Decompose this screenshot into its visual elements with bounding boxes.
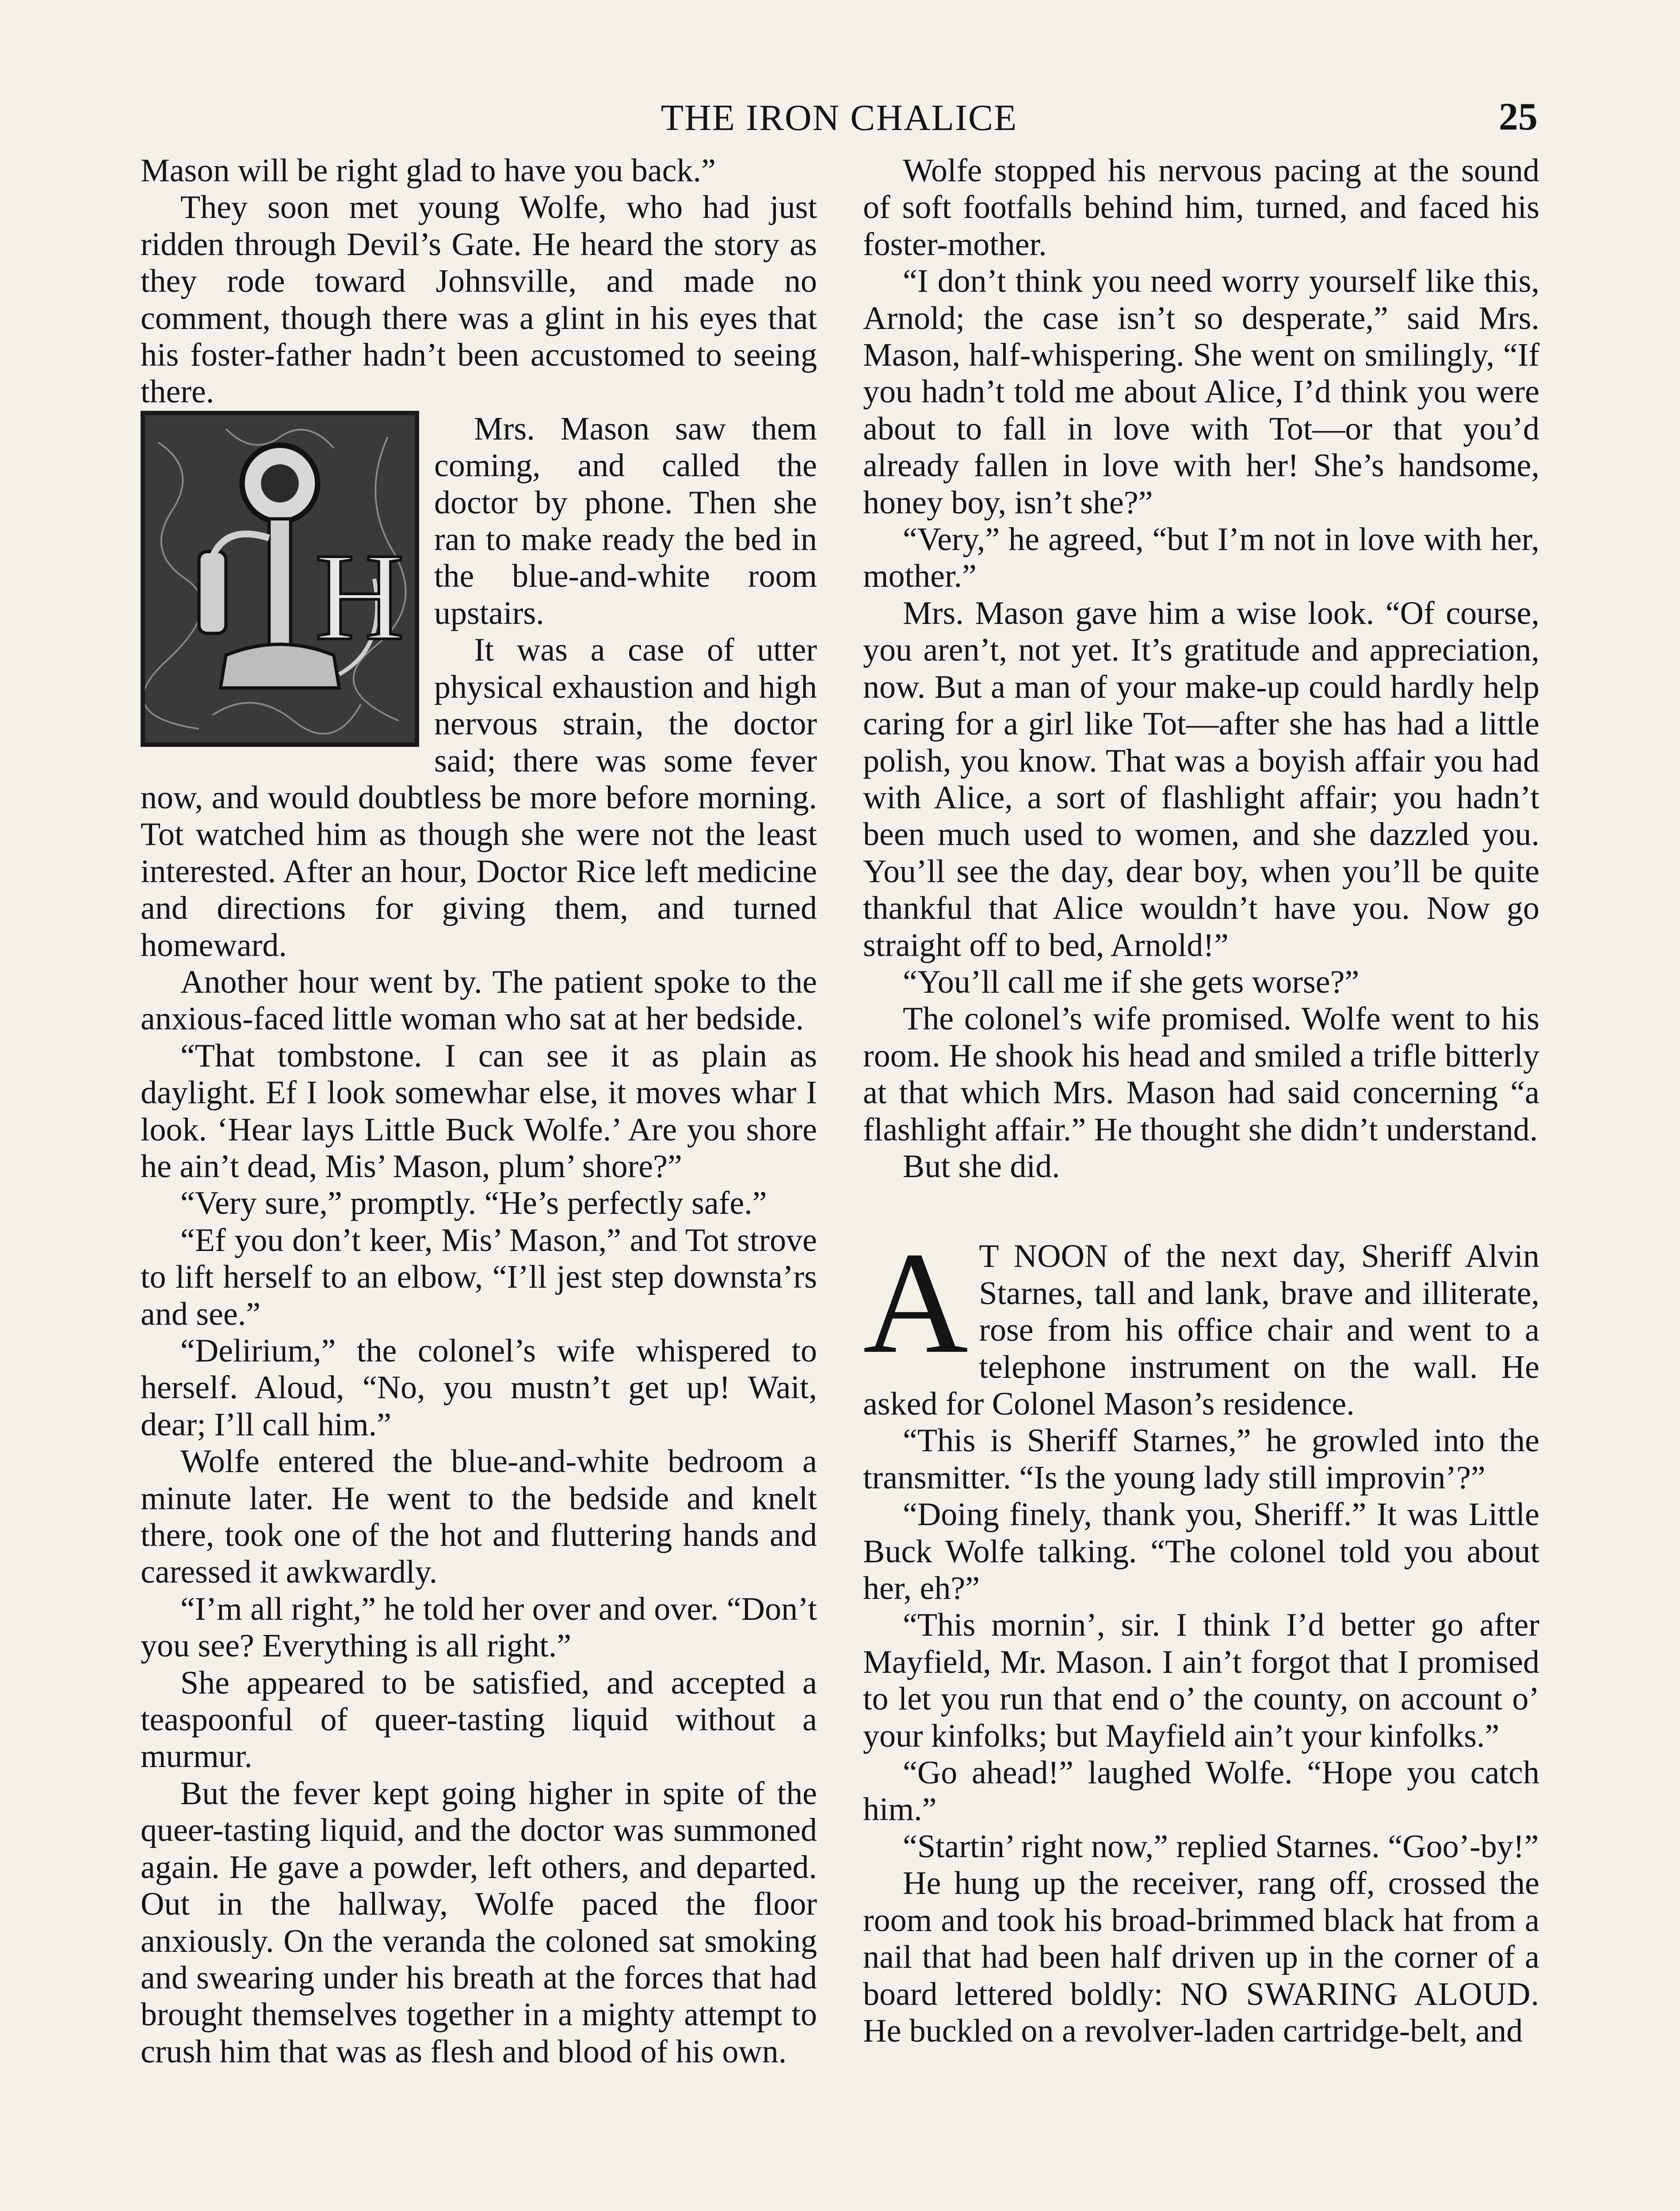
paragraph: The colonel’s wife promised. Wolfe went to his room. He shook his head and smiled a trifle bitterly at that which Mrs. Mason had said concerning “a flashlight affair.” He thought she didn’t understand. (863, 1001, 1539, 1148)
paragraph-text: He hung up the receiver, rang off, crossed the room and took his broad-brimmed black hat from a nail that had been half driven up in the corner of a board lettered boldly: (863, 1865, 1539, 2012)
running-title: THE IRON CHALICE (661, 97, 1018, 138)
dropcap-letter: H (315, 528, 405, 666)
paragraph: “Very sure,” promptly. “He’s perfectly safe.” (180, 1185, 767, 1222)
dropcap-letter: A (863, 1222, 969, 1384)
paragraph: “Doing finely, thank you, Sheriff.” It was Little Buck Wolfe talking. “The colonel told you about her, eh?” (863, 1496, 1539, 1607)
paragraph: “Go ahead!” laughed Wolfe. “Hope you catch him.” (863, 1755, 1539, 1828)
paragraph: But the fever kept going higher in spite of the queer-tasting liquid, and the doctor was summoned again. He gave a powder, left others, and departed. Out in the hallway, Wolfe paced the floor anxiously. On the veranda the coloned sat smoking and swearing under his breath at the forces that had brought themselves together in a mighty attempt to crush him that was as flesh and blood of his own. (141, 1775, 817, 2070)
paragraph: “Ef you don’t keer, Mis’ Mason,” and Tot strove to lift herself to an elbow, “I’ll jest step downsta’rs and see.” (141, 1222, 817, 1332)
paragraph: Wolfe stopped his nervous pacing at the sound of soft footfalls behind him, turned, and faced his foster-mother. (863, 153, 1539, 263)
paragraph: Mrs. Mason gave him a wise look. “Of course, you aren’t, not yet. It’s gratitude and appreciation, now. But a man of your make-up could hardly help caring for a girl like Tot—after she has had a little polish, you know. That was a boyish affair you had with Alice, a sort of flashlight affair; you hadn’t been much used to women, and she dazzled you. You’ll see the day, dear boy, when you’ll be quite thankful that Alice wouldn’t have you. Now go straight off to bed, Arnold!” (863, 595, 1539, 964)
paragraph: They soon met young Wolfe, who had just ridden through Devil’s Gate. He heard the story as they rode toward Johnsville, and made no comment, though there was a glint in his eyes that his foster-father hadn’t been accustomed to seeing there. (141, 189, 817, 410)
paragraph: “Delirium,” the colonel’s wife whispered to herself. Aloud, “No, you mustn’t get up! Wait, dear; I’ll call him.” (141, 1333, 817, 1443)
telephone-icon (141, 411, 419, 747)
paragraph: “I’m all right,” he told her over and over. “Don’t you see? Everything is all right.” (141, 1591, 817, 1664)
right-column (863, 153, 1539, 2050)
paragraph: “You’ll call me if she gets worse?” (903, 964, 1359, 1000)
paragraph: Mason will be right glad to have you back.” (141, 153, 716, 189)
page-header (141, 96, 1538, 149)
paragraph: “This mornin’, sir. I think I’d better go after Mayfield, Mr. Mason. I ain’t forgot that I promised to let you run that end o’ the county, on account o’ your kinfolks; but Mayfield ain’t your kinfolks.” (863, 1607, 1539, 1754)
left-column (141, 153, 817, 2070)
paragraph: She appeared to be satisfied, and accepted a teaspoonful of queer-tasting liquid without a murmur. (141, 1664, 817, 1775)
paragraph: “I don’t think you need worry yourself like this, Arnold; the case isn’t so desperate,” said Mrs. Mason, half-whispering. She went on smilingly, “If you hadn’t told me about Alice, I’d think you were about to fall in love with Tot—or that you’d already fallen in love with her! She’s handsome, honey boy, isn’t she?” (863, 263, 1539, 521)
paragraph: “This is Sheriff Starnes,” he growled into the transmitter. “Is the young lady still improvin’?” (863, 1423, 1539, 1496)
paragraph: It was a case of utter physical exhaustion and high nervous strain, the doctor said; there was some fever now, and would doubtless be more before morning. Tot watched him as though she were not the least interested. After an hour, Doctor Rice left medicine and directions for giving them, and turned homeward. (141, 632, 817, 964)
paragraph: Another hour went by. The patient spoke to the anxious-faced little woman who sat at her bedside. (141, 964, 817, 1037)
paragraph: “Startin’ right now,” replied Starnes. “Goo’-by!” (903, 1828, 1539, 1865)
paragraph: “That tombstone. I can see it as plain as daylight. Ef I look somewhar else, it moves whar I look. ‘Hear lays Little Buck Wolfe.’ Are you shore he ain’t dead, Mis’ Mason, plum’ shore?” (141, 1037, 817, 1185)
section-opening-paragraph (863, 1222, 1539, 1423)
sign-text: NO SWARING ALOUD. (1180, 1976, 1540, 2012)
page-number: 25 (1499, 96, 1538, 138)
paragraph: Mrs. Mason saw them coming, and called the doctor by phone. Then she ran to make ready the bed in the blue-and-white room upstairs. (434, 410, 817, 631)
paragraph (863, 1865, 1539, 2050)
paragraph: Wolfe entered the blue-and-white bedroom a minute later. He went to the bedside and knelt there, took one of the hot and fluttering hands and caressed it awkwardly. (141, 1443, 817, 1591)
paragraph: “Very,” he agreed, “but I’m not in love with her, mother.” (863, 521, 1539, 595)
paragraph-text: He buckled on a revolver-laden cartridge-belt, and (863, 2012, 1523, 2049)
paragraph-text: T NOON of the next day, Sheriff Alvin Starnes, tall and lank, brave and illiterate, rose from his office chair and went to a telephone instrument on the wall. He asked for Colonel Mason’s residence. (863, 1238, 1539, 1422)
paragraph: But she did. (903, 1148, 1060, 1185)
